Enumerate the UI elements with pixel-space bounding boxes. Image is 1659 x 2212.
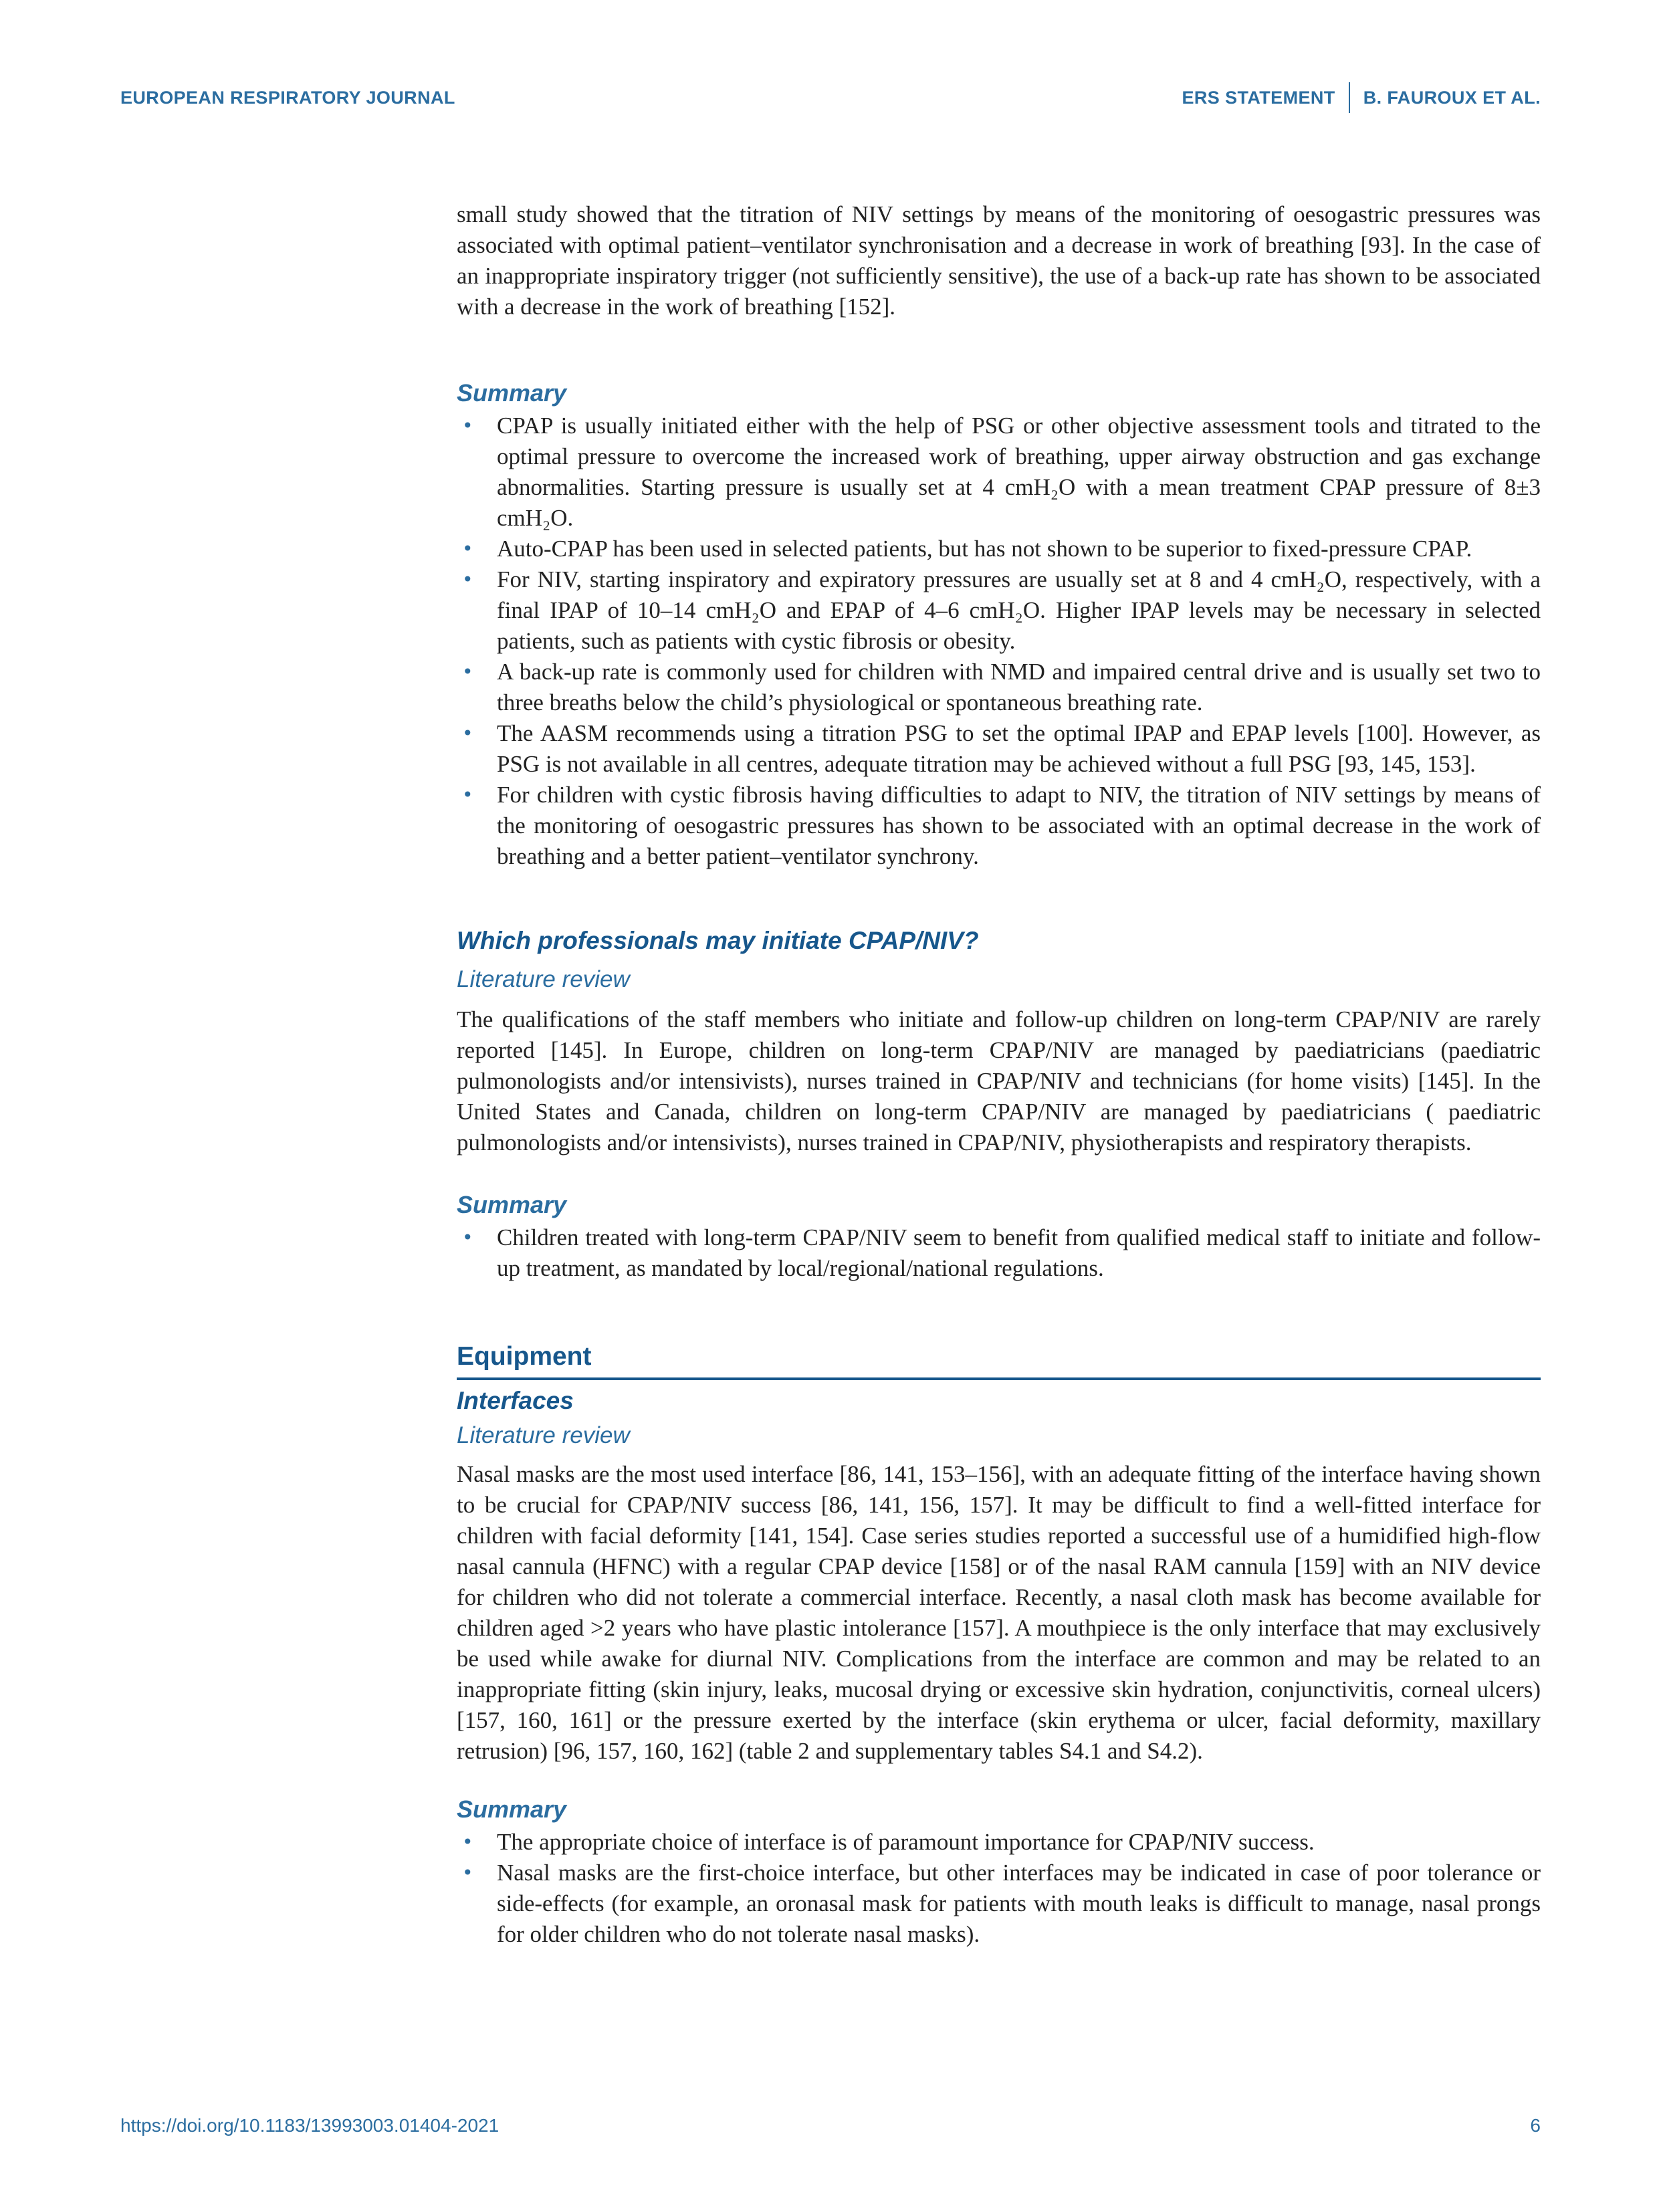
list-item [457, 780, 1541, 872]
bullet-icon: • [462, 1862, 473, 1884]
list-item [457, 534, 1541, 564]
list-item [457, 1827, 1541, 1858]
bullet-text: The appropriate choice of interface is of paramount importance for CPAP/NIV success. [497, 1829, 1315, 1855]
bullet-icon: • [462, 784, 473, 806]
page-footer [120, 2115, 1541, 2136]
bullet-icon: • [462, 1831, 473, 1853]
list-item [457, 657, 1541, 718]
bullet-text: A back-up rate is commonly used for children with NMD and impaired central drive and is usually set two to three breaths below the child’s physiological or spontaneous breathing rate. [497, 659, 1541, 715]
bullet-text: For NIV, starting inspiratory and expiratory pressures are usually set at 8 and 4 cmH₂O, respectively, with a final IPAP of 10–14 cmH₂O and EPAP of 4–6 cmH₂O. Higher IPAP levels may be necessary in selected patients, such as patients with cystic fibrosis or obesity. [497, 566, 1541, 654]
section-heading-equipment: Equipment [457, 1341, 1541, 1380]
statement-type-label: ERS STATEMENT [1182, 87, 1335, 108]
header-separator-line [1349, 82, 1350, 113]
list-item [457, 1222, 1541, 1284]
summary-heading-1: Summary [457, 379, 567, 407]
intro-paragraph: small study showed that the titration of NIV settings by means of the monitoring of oesogastric pressures was associated with optimal patient–ventilator synchronisation and a decrease in work of breathing [93]. In the case of an inappropriate inspiratory trigger (not sufficiently sensitive), the use of a back-up rate has shown to be associated with a decrease in the work of breathing [152]. [457, 201, 1541, 320]
summary-heading-2: Summary [457, 1191, 567, 1218]
section-heading-professionals: Which professionals may initiate CPAP/NIV? [457, 927, 979, 954]
summary-list-3 [457, 1827, 1541, 1950]
bullet-text: For children with cystic fibrosis having difficulties to adapt to NIV, the titration of NIV settings by means of the monitoring of oesogastric pressures has shown to be associated with an optimal decrease in the work of breathing and a better patient–ventilator synchrony. [497, 782, 1541, 869]
bullet-text: CPAP is usually initiated either with the help of PSG or other objective assessment tools and titrated to the optimal pressure to overcome the increased work of breathing, upper airway obstruction and gas exchange abnormalities. Starting pressure is usually set at 4 cmH₂O with a mean treatment CPAP pressure of 8±3 cmH₂O. [497, 413, 1541, 531]
bullet-icon: • [462, 1226, 473, 1248]
bullet-icon: • [462, 661, 473, 683]
bullet-icon: • [462, 415, 473, 437]
interfaces-paragraph: Nasal masks are the most used interface [86, 141, 153–156], with an adequate fitting of the interface having shown to be crucial for CPAP/NIV success [86, 141, 156, 157]. It may be difficult to find a well-fitted interface for children with facial deformity [141, 154]. Case series studies reported a successful use of a humidified high-flow nasal cannula (HFNC) with a regular CPAP device [158] or of the nasal RAM cannula [159] with an NIV device for children who did not tolerate a commercial interface. Recently, a nasal cloth mask has become available for children aged >2 years who have plastic intolerance [157]. A mouthpiece is the only interface that may exclusively be used while awake for diurnal NIV. Complications from the interface are common and may be related to an inappropriate fitting (skin injury, leaks, mucosal drying or excessive skin hydration, conjunctivitis, corneal ulcers) [157, 160, 161] or the pressure exerted by the interface (skin erythema or ulcer, facial deformity, maxillary retrusion) [96, 157, 160, 162] (table 2 and supplementary tables S4.1 and S4.2). [457, 1461, 1541, 1764]
bullet-text: Children treated with long-term CPAP/NIV seem to benefit from qualified medical staff to initiate and follow-up treatment, as mandated by local/regional/national regulations. [497, 1224, 1541, 1281]
article-content [457, 199, 1541, 1950]
bullet-icon: • [462, 568, 473, 590]
list-item [457, 411, 1541, 534]
bullet-text: The AASM recommends using a titration PSG to set the optimal IPAP and EPAP levels [100]. However, as PSG is not available in all centres, adequate titration may be achieved without a full PSG [93, 145, 153]. [497, 720, 1541, 777]
professionals-paragraph: The qualifications of the staff members who initiate and follow-up children on long-term CPAP/NIV are rarely reported [145]. In Europe, children on long-term CPAP/NIV are managed by paediatricians (paediatric pulmonologists and/or intensivists), nurses trained in CPAP/NIV and technicians (for home visits) [145]. In the United States and Canada, children on long-term CPAP/NIV are managed by paediatricians ( paediatric pulmonologists and/or intensivists), nurses trained in CPAP/NIV, physiotherapists and respiratory therapists. [457, 1006, 1541, 1155]
list-item [457, 1858, 1541, 1950]
doi-link[interactable]: https://doi.org/10.1183/13993003.01404-2021 [120, 2115, 500, 2136]
literature-review-heading-2: Literature review [457, 1422, 630, 1448]
header-authors: B. FAUROUX ET AL. [1363, 87, 1541, 108]
bullet-text: Auto-CPAP has been used in selected patients, but has not shown to be superior to fixed-pressure CPAP. [497, 536, 1472, 562]
literature-review-heading-1: Literature review [457, 966, 630, 992]
bullet-icon: • [462, 722, 473, 744]
bullet-icon: • [462, 538, 473, 560]
summary-list-2 [457, 1222, 1541, 1284]
header-right [1182, 82, 1541, 113]
bullet-text: Nasal masks are the first-choice interface, but other interfaces may be indicated in case of poor tolerance or side-effects (for example, an oronasal mask for patients with mouth leaks is difficult to manage, nasal prongs for older children who do not tolerate nasal masks). [497, 1860, 1541, 1947]
list-item [457, 718, 1541, 780]
page-number: 6 [1530, 2115, 1541, 2136]
subsection-heading-interfaces: Interfaces [457, 1387, 574, 1414]
summary-list-1 [457, 411, 1541, 872]
page-header [120, 82, 1541, 113]
list-item [457, 564, 1541, 657]
journal-title: EUROPEAN RESPIRATORY JOURNAL [120, 87, 455, 108]
summary-heading-3: Summary [457, 1795, 567, 1823]
